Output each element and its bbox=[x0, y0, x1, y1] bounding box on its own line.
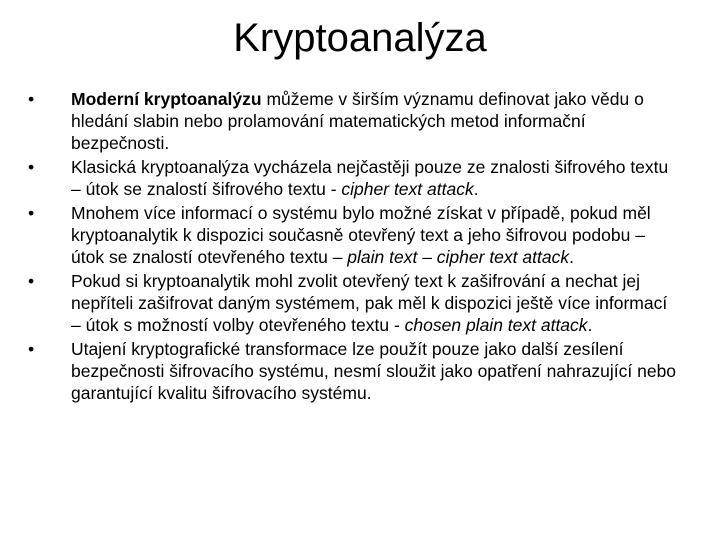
bullet-text: Utajení kryptografické transformace lze použít pouze jako další zesílení bezpečnosti šifrovacího systému, nesmí sloužit jako opatření nahrazující nebo garantující kvalitu šifrovacího systému. bbox=[71, 339, 677, 403]
bullet-dot-icon: • bbox=[28, 203, 35, 223]
bullet-item bbox=[28, 338, 678, 404]
bullet-end-punct: . bbox=[473, 179, 479, 199]
slide-title: Kryptoanalýza bbox=[233, 16, 487, 60]
bullet-italic-term: plain text – cipher text attack bbox=[347, 247, 570, 267]
bullet-item bbox=[28, 88, 678, 154]
bullet-text: Pokud si kryptoanalytik mohl zvolit otevřený text k zašifrování a nechat jej nepříteli zašifrovat daným systémem, pak měl k dispozici ještě více informací – útok s možností volby otevřeného textu - bbox=[71, 271, 668, 335]
bullet-dot-icon: • bbox=[28, 157, 35, 177]
bullet-text: můžeme v širším významu definovat jako vědu o hledání slabin nebo prolamování matematických metod informační bezpečnosti. bbox=[71, 89, 644, 153]
bullet-end-punct: . bbox=[569, 247, 574, 267]
bullet-italic-term: cipher text attack bbox=[341, 179, 474, 199]
bullet-text: Mnohem více informací o systému bylo možné získat v případě, pokud měl kryptoanalytik k dispozici současně otevřený text a jeho šifrovou podobu – útok se znalostí otevřeného textu – bbox=[71, 203, 651, 267]
bullet-bold-text: Moderní kryptoanalýzu bbox=[71, 89, 262, 109]
bullet-item bbox=[28, 156, 678, 200]
bullet-italic-term: chosen plain text attack bbox=[404, 315, 588, 335]
bullet-dot-icon: • bbox=[28, 339, 35, 359]
bullet-list bbox=[28, 88, 678, 406]
bullet-item bbox=[28, 202, 678, 268]
bullet-item bbox=[28, 270, 678, 336]
bullet-end-punct: . bbox=[587, 315, 593, 335]
bullet-dot-icon: • bbox=[28, 271, 35, 291]
bullet-text: Klasická kryptoanalýza vycházela nejčastěji pouze ze znalosti šifrového textu – útok se znalostí šifrového textu - bbox=[71, 157, 669, 199]
bullet-dot-icon: • bbox=[28, 89, 35, 109]
